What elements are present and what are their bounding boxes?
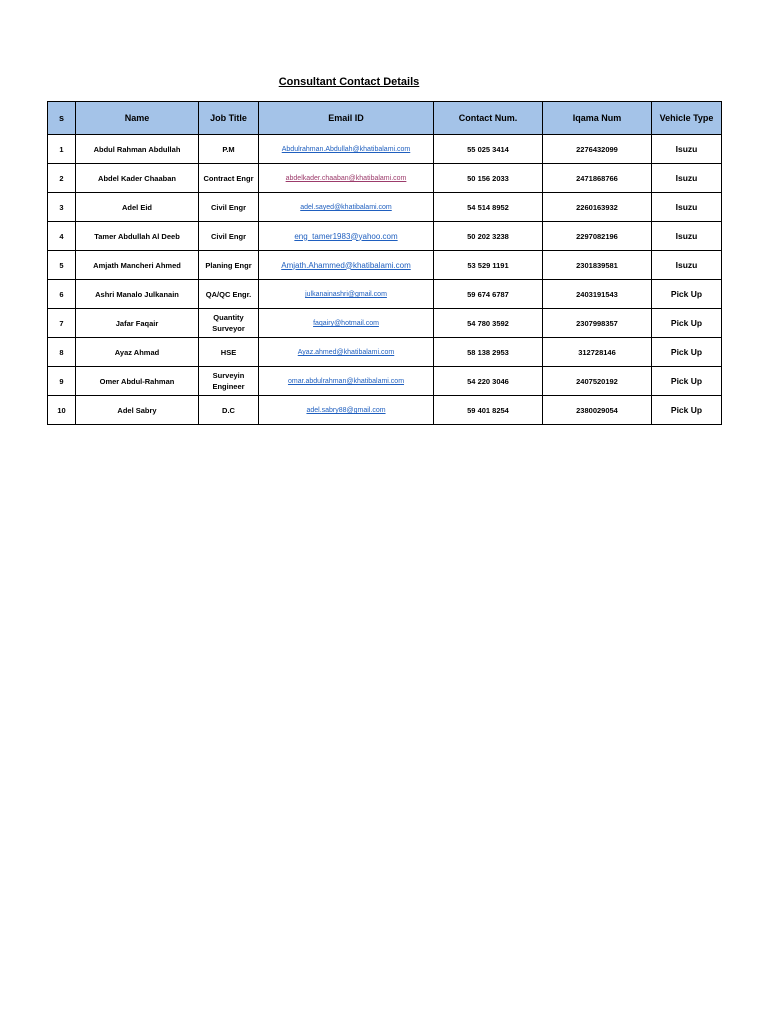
cell-contact: 53 529 1191 bbox=[434, 251, 543, 280]
header-email-id: Email ID bbox=[259, 102, 434, 135]
cell-job-title: HSE bbox=[199, 338, 259, 367]
cell-iqama: 2276432099 bbox=[543, 135, 652, 164]
cell-job-title: D.C bbox=[199, 396, 259, 425]
cell-iqama: 2260163932 bbox=[543, 193, 652, 222]
cell-iqama: 2407520192 bbox=[543, 367, 652, 396]
cell-s: 5 bbox=[48, 251, 76, 280]
email-link[interactable]: adel.sabry88@gmail.com bbox=[306, 407, 386, 414]
cell-s: 1 bbox=[48, 135, 76, 164]
cell-s: 8 bbox=[48, 338, 76, 367]
cell-name: Adel Sabry bbox=[76, 396, 199, 425]
header-s: s bbox=[48, 102, 76, 135]
email-link[interactable]: julkanainashri@gmail.com bbox=[305, 291, 387, 298]
table-row bbox=[48, 193, 722, 222]
cell-vehicle: Isuzu bbox=[652, 135, 722, 164]
cell-email bbox=[259, 309, 434, 338]
header-vehicle-type: Vehicle Type bbox=[652, 102, 722, 135]
table-row bbox=[48, 280, 722, 309]
cell-email bbox=[259, 193, 434, 222]
cell-s: 2 bbox=[48, 164, 76, 193]
cell-iqama: 312728146 bbox=[543, 338, 652, 367]
cell-name: Abdel Kader Chaaban bbox=[76, 164, 199, 193]
cell-iqama: 2403191543 bbox=[543, 280, 652, 309]
cell-s: 3 bbox=[48, 193, 76, 222]
cell-email bbox=[259, 280, 434, 309]
cell-iqama: 2380029054 bbox=[543, 396, 652, 425]
cell-vehicle: Pick Up bbox=[652, 309, 722, 338]
email-link[interactable]: Amjath.Ahammed@khatibalami.com bbox=[281, 260, 411, 270]
table-row bbox=[48, 367, 722, 396]
cell-name: Adel Eid bbox=[76, 193, 199, 222]
cell-contact: 59 401 8254 bbox=[434, 396, 543, 425]
cell-vehicle: Pick Up bbox=[652, 367, 722, 396]
cell-job-title: Quantity Surveyor bbox=[199, 309, 259, 338]
cell-name: Omer Abdul-Rahman bbox=[76, 367, 199, 396]
cell-vehicle: Pick Up bbox=[652, 396, 722, 425]
table-row bbox=[48, 396, 722, 425]
cell-contact: 59 674 6787 bbox=[434, 280, 543, 309]
cell-name: Amjath Mancheri Ahmed bbox=[76, 251, 199, 280]
header-row bbox=[48, 102, 722, 135]
header-name: Name bbox=[76, 102, 199, 135]
cell-vehicle: Pick Up bbox=[652, 280, 722, 309]
cell-contact: 50 156 2033 bbox=[434, 164, 543, 193]
email-link[interactable]: faqairy@hotmail.com bbox=[313, 320, 379, 327]
cell-job-title: Surveyin Engineer bbox=[199, 367, 259, 396]
email-link[interactable]: eng_tamer1983@yahoo.com bbox=[294, 231, 398, 241]
cell-s: 10 bbox=[48, 396, 76, 425]
cell-job-title: Planing Engr bbox=[199, 251, 259, 280]
cell-job-title: Civil Engr bbox=[199, 222, 259, 251]
header-job-title: Job Title bbox=[199, 102, 259, 135]
cell-job-title: QA/QC Engr. bbox=[199, 280, 259, 309]
email-link[interactable]: omar.abdulrahman@khatibalami.com bbox=[287, 378, 405, 385]
cell-email bbox=[259, 367, 434, 396]
cell-s: 6 bbox=[48, 280, 76, 309]
table-row bbox=[48, 222, 722, 251]
cell-contact: 54 514 8952 bbox=[434, 193, 543, 222]
cell-name: Tamer Abdullah Al Deeb bbox=[76, 222, 199, 251]
page-title: Consultant Contact Details bbox=[278, 76, 420, 88]
cell-vehicle: Pick Up bbox=[652, 338, 722, 367]
cell-contact: 58 138 2953 bbox=[434, 338, 543, 367]
cell-vehicle: Isuzu bbox=[652, 193, 722, 222]
email-link[interactable]: adel.sayed@khatibalami.com bbox=[300, 204, 392, 211]
cell-contact: 54 780 3592 bbox=[434, 309, 543, 338]
cell-email bbox=[259, 222, 434, 251]
cell-s: 7 bbox=[48, 309, 76, 338]
cell-name: Jafar Faqair bbox=[76, 309, 199, 338]
cell-contact: 54 220 3046 bbox=[434, 367, 543, 396]
cell-vehicle: Isuzu bbox=[652, 164, 722, 193]
table-row bbox=[48, 251, 722, 280]
cell-email bbox=[259, 135, 434, 164]
cell-contact: 55 025 3414 bbox=[434, 135, 543, 164]
cell-job-title: Contract Engr bbox=[199, 164, 259, 193]
cell-vehicle: Isuzu bbox=[652, 222, 722, 251]
table-row bbox=[48, 309, 722, 338]
email-link[interactable]: Ayaz.ahmed@khatibalami.com bbox=[297, 349, 395, 356]
cell-email bbox=[259, 396, 434, 425]
cell-name: Ashri Manalo Julkanain bbox=[76, 280, 199, 309]
cell-job-title: Civil Engr bbox=[199, 193, 259, 222]
cell-contact: 50 202 3238 bbox=[434, 222, 543, 251]
cell-email bbox=[259, 251, 434, 280]
table-row bbox=[48, 164, 722, 193]
cell-email bbox=[259, 164, 434, 193]
cell-name: Abdul Rahman Abdullah bbox=[76, 135, 199, 164]
table-row bbox=[48, 135, 722, 164]
header-contact-num: Contact Num. bbox=[434, 102, 543, 135]
cell-s: 9 bbox=[48, 367, 76, 396]
email-link[interactable]: Abdulrahman.Abdullah@khatibalami.com bbox=[281, 146, 411, 153]
cell-iqama: 2471868766 bbox=[543, 164, 652, 193]
cell-s: 4 bbox=[48, 222, 76, 251]
email-link[interactable]: abdelkader.chaaban@khatibalami.com bbox=[285, 175, 407, 182]
cell-iqama: 2307998357 bbox=[543, 309, 652, 338]
table-row bbox=[48, 338, 722, 367]
cell-name: Ayaz Ahmad bbox=[76, 338, 199, 367]
cell-email bbox=[259, 338, 434, 367]
header-iqama-num: Iqama Num bbox=[543, 102, 652, 135]
cell-vehicle: Isuzu bbox=[652, 251, 722, 280]
cell-iqama: 2301839581 bbox=[543, 251, 652, 280]
contact-table bbox=[47, 101, 722, 425]
cell-job-title: P.M bbox=[199, 135, 259, 164]
cell-iqama: 2297082196 bbox=[543, 222, 652, 251]
